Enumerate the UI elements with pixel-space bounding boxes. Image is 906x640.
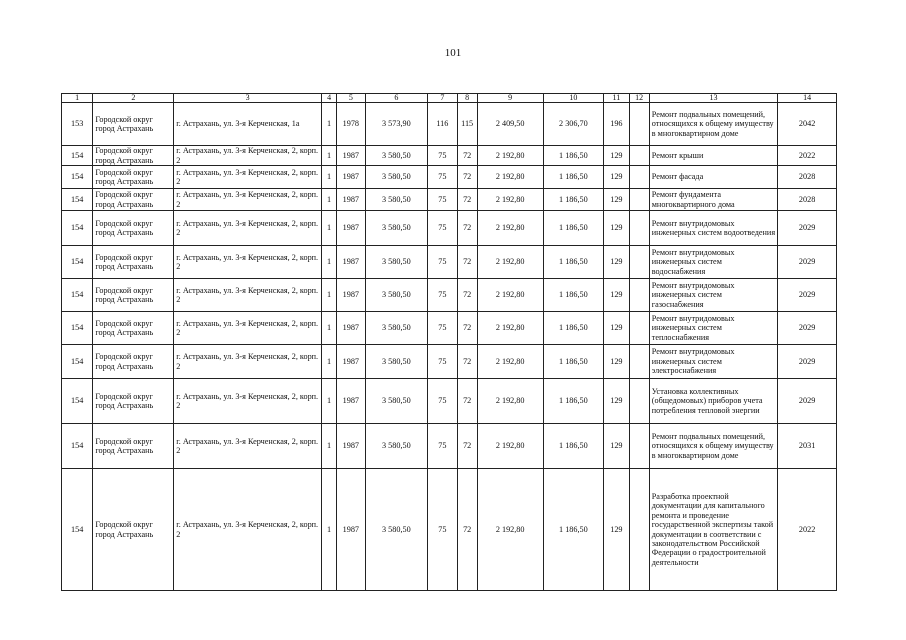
table-row <box>62 312 837 345</box>
col-4-value-cell: 1 <box>322 211 337 246</box>
planned-year-cell: 2029 <box>778 211 837 246</box>
row-number-cell: 154 <box>62 345 93 379</box>
work-type-cell: Ремонт подвальных помещений, относящихся к общему имуществу в многоквартирном доме <box>649 103 777 146</box>
col-11-value-cell: 129 <box>604 279 629 312</box>
col-12-value-cell <box>629 379 649 424</box>
col-4-value-cell: 1 <box>322 469 337 591</box>
column-header: 11 <box>604 94 629 103</box>
col-8-value-cell: 115 <box>457 103 477 146</box>
municipality-cell: Городской округ город Астрахань <box>93 166 174 189</box>
col-9-value-cell: 2 192,80 <box>477 424 543 469</box>
work-type-cell: Ремонт внутридомовых инженерных систем водоснабжения <box>649 246 777 279</box>
col-11-value-cell: 129 <box>604 146 629 166</box>
col-4-value-cell: 1 <box>322 345 337 379</box>
total-area-cell: 3 580,50 <box>365 211 428 246</box>
col-9-value-cell: 2 192,80 <box>477 246 543 279</box>
planned-year-cell: 2028 <box>778 166 837 189</box>
work-type-cell: Ремонт фасада <box>649 166 777 189</box>
total-area-cell: 3 580,50 <box>365 469 428 591</box>
col-4-value-cell: 1 <box>322 379 337 424</box>
municipality-cell: Городской округ город Астрахань <box>93 379 174 424</box>
col-4-value-cell: 1 <box>322 189 337 211</box>
planned-year-cell: 2022 <box>778 146 837 166</box>
row-number-cell: 154 <box>62 166 93 189</box>
total-area-cell: 3 580,50 <box>365 424 428 469</box>
planned-year-cell: 2022 <box>778 469 837 591</box>
table-row <box>62 211 837 246</box>
col-12-value-cell <box>629 279 649 312</box>
col-8-value-cell: 72 <box>457 312 477 345</box>
municipality-cell: Городской округ город Астрахань <box>93 469 174 591</box>
year-built-cell: 1987 <box>337 379 365 424</box>
work-type-cell: Ремонт внутридомовых инженерных систем газоснабжения <box>649 279 777 312</box>
column-header: 7 <box>428 94 457 103</box>
col-10-value-cell: 1 186,50 <box>543 211 604 246</box>
total-area-cell: 3 580,50 <box>365 166 428 189</box>
column-header: 5 <box>337 94 365 103</box>
column-header: 9 <box>477 94 543 103</box>
column-header: 8 <box>457 94 477 103</box>
year-built-cell: 1987 <box>337 469 365 591</box>
work-type-cell: Ремонт фундамента многоквартирного дома <box>649 189 777 211</box>
table-row <box>62 189 837 211</box>
planned-year-cell: 2029 <box>778 312 837 345</box>
work-type-cell: Ремонт крыши <box>649 146 777 166</box>
table-row <box>62 345 837 379</box>
col-4-value-cell: 1 <box>322 146 337 166</box>
col-8-value-cell: 72 <box>457 345 477 379</box>
address-cell: г. Астрахань, ул. 3-я Керченская, 2, корп. 2 <box>174 279 322 312</box>
col-4-value-cell: 1 <box>322 424 337 469</box>
address-cell: г. Астрахань, ул. 3-я Керченская, 2, корп. 2 <box>174 189 322 211</box>
table-row <box>62 379 837 424</box>
year-built-cell: 1987 <box>337 211 365 246</box>
col-7-value-cell: 116 <box>428 103 457 146</box>
table-row <box>62 146 837 166</box>
municipality-cell: Городской округ город Астрахань <box>93 246 174 279</box>
col-9-value-cell: 2 192,80 <box>477 211 543 246</box>
col-11-value-cell: 129 <box>604 469 629 591</box>
col-12-value-cell <box>629 103 649 146</box>
address-cell: г. Астрахань, ул. 3-я Керченская, 2, корп. 2 <box>174 211 322 246</box>
work-type-cell: Установка коллективных (общедомовых) приборов учета потребления тепловой энергии <box>649 379 777 424</box>
municipality-cell: Городской округ город Астрахань <box>93 312 174 345</box>
col-11-value-cell: 129 <box>604 211 629 246</box>
year-built-cell: 1987 <box>337 279 365 312</box>
col-9-value-cell: 2 192,80 <box>477 279 543 312</box>
row-number-cell: 154 <box>62 279 93 312</box>
year-built-cell: 1987 <box>337 189 365 211</box>
table-row <box>62 103 837 146</box>
col-11-value-cell: 129 <box>604 312 629 345</box>
col-7-value-cell: 75 <box>428 146 457 166</box>
municipality-cell: Городской округ город Астрахань <box>93 424 174 469</box>
col-8-value-cell: 72 <box>457 279 477 312</box>
col-10-value-cell: 1 186,50 <box>543 312 604 345</box>
col-11-value-cell: 129 <box>604 166 629 189</box>
column-header: 2 <box>93 94 174 103</box>
work-type-cell: Ремонт подвальных помещений, относящихся к общему имуществу в многоквартирном доме <box>649 424 777 469</box>
table-row <box>62 469 837 591</box>
year-built-cell: 1987 <box>337 166 365 189</box>
year-built-cell: 1978 <box>337 103 365 146</box>
column-header: 6 <box>365 94 428 103</box>
table-row <box>62 246 837 279</box>
col-10-value-cell: 1 186,50 <box>543 424 604 469</box>
col-11-value-cell: 129 <box>604 246 629 279</box>
col-12-value-cell <box>629 345 649 379</box>
col-12-value-cell <box>629 424 649 469</box>
col-4-value-cell: 1 <box>322 312 337 345</box>
col-10-value-cell: 1 186,50 <box>543 379 604 424</box>
col-7-value-cell: 75 <box>428 166 457 189</box>
address-cell: г. Астрахань, ул. 3-я Керченская, 2, корп. 2 <box>174 345 322 379</box>
work-type-cell: Ремонт внутридомовых инженерных систем электроснабжения <box>649 345 777 379</box>
col-10-value-cell: 1 186,50 <box>543 189 604 211</box>
col-10-value-cell: 1 186,50 <box>543 166 604 189</box>
col-12-value-cell <box>629 166 649 189</box>
column-header: 4 <box>322 94 337 103</box>
planned-year-cell: 2029 <box>778 345 837 379</box>
col-9-value-cell: 2 409,50 <box>477 103 543 146</box>
col-12-value-cell <box>629 146 649 166</box>
col-7-value-cell: 75 <box>428 379 457 424</box>
municipality-cell: Городской округ город Астрахань <box>93 279 174 312</box>
col-11-value-cell: 196 <box>604 103 629 146</box>
address-cell: г. Астрахань, ул. 3-я Керченская, 2, корп. 2 <box>174 166 322 189</box>
work-type-cell: Ремонт внутридомовых инженерных систем теплоснабжения <box>649 312 777 345</box>
total-area-cell: 3 580,50 <box>365 379 428 424</box>
table-row <box>62 279 837 312</box>
total-area-cell: 3 580,50 <box>365 246 428 279</box>
col-8-value-cell: 72 <box>457 189 477 211</box>
address-cell: г. Астрахань, ул. 3-я Керченская, 2, корп. 2 <box>174 469 322 591</box>
total-area-cell: 3 580,50 <box>365 345 428 379</box>
col-11-value-cell: 129 <box>604 379 629 424</box>
col-8-value-cell: 72 <box>457 211 477 246</box>
row-number-cell: 154 <box>62 211 93 246</box>
table-row <box>62 424 837 469</box>
municipality-cell: Городской округ город Астрахань <box>93 211 174 246</box>
planned-year-cell: 2028 <box>778 189 837 211</box>
column-header: 13 <box>649 94 777 103</box>
col-4-value-cell: 1 <box>322 103 337 146</box>
col-7-value-cell: 75 <box>428 345 457 379</box>
col-8-value-cell: 72 <box>457 146 477 166</box>
col-7-value-cell: 75 <box>428 211 457 246</box>
col-9-value-cell: 2 192,80 <box>477 166 543 189</box>
planned-year-cell: 2029 <box>778 246 837 279</box>
row-number-cell: 154 <box>62 424 93 469</box>
col-9-value-cell: 2 192,80 <box>477 146 543 166</box>
col-9-value-cell: 2 192,80 <box>477 469 543 591</box>
col-11-value-cell: 129 <box>604 345 629 379</box>
row-number-cell: 154 <box>62 189 93 211</box>
column-header: 12 <box>629 94 649 103</box>
address-cell: г. Астрахань, ул. 3-я Керченская, 1а <box>174 103 322 146</box>
col-12-value-cell <box>629 246 649 279</box>
col-11-value-cell: 129 <box>604 189 629 211</box>
col-7-value-cell: 75 <box>428 279 457 312</box>
municipality-cell: Городской округ город Астрахань <box>93 345 174 379</box>
col-8-value-cell: 72 <box>457 469 477 591</box>
col-4-value-cell: 1 <box>322 166 337 189</box>
column-header: 14 <box>778 94 837 103</box>
column-header: 3 <box>174 94 322 103</box>
municipality-cell: Городской округ город Астрахань <box>93 146 174 166</box>
address-cell: г. Астрахань, ул. 3-я Керченская, 2, корп. 2 <box>174 146 322 166</box>
year-built-cell: 1987 <box>337 246 365 279</box>
work-type-cell: Разработка проектной документации для капитального ремонта и проведение государственной экспертизы такой документации в соответствии с законодательством Российской Федерации о градостроительной деятельности <box>649 469 777 591</box>
address-cell: г. Астрахань, ул. 3-я Керченская, 2, корп. 2 <box>174 312 322 345</box>
total-area-cell: 3 580,50 <box>365 146 428 166</box>
col-8-value-cell: 72 <box>457 246 477 279</box>
planned-year-cell: 2029 <box>778 279 837 312</box>
column-number-row <box>62 94 837 103</box>
col-7-value-cell: 75 <box>428 312 457 345</box>
table-row <box>62 166 837 189</box>
row-number-cell: 154 <box>62 146 93 166</box>
table-body <box>62 94 837 591</box>
year-built-cell: 1987 <box>337 345 365 379</box>
col-10-value-cell: 2 306,70 <box>543 103 604 146</box>
col-10-value-cell: 1 186,50 <box>543 279 604 312</box>
col-10-value-cell: 1 186,50 <box>543 146 604 166</box>
col-10-value-cell: 1 186,50 <box>543 345 604 379</box>
row-number-cell: 154 <box>62 379 93 424</box>
total-area-cell: 3 580,50 <box>365 279 428 312</box>
col-12-value-cell <box>629 312 649 345</box>
capital-repair-table <box>61 93 837 591</box>
column-header: 10 <box>543 94 604 103</box>
address-cell: г. Астрахань, ул. 3-я Керченская, 2, корп. 2 <box>174 246 322 279</box>
row-number-cell: 154 <box>62 246 93 279</box>
col-9-value-cell: 2 192,80 <box>477 312 543 345</box>
row-number-cell: 154 <box>62 469 93 591</box>
col-4-value-cell: 1 <box>322 246 337 279</box>
municipality-cell: Городской округ город Астрахань <box>93 189 174 211</box>
total-area-cell: 3 580,50 <box>365 312 428 345</box>
year-built-cell: 1987 <box>337 424 365 469</box>
col-8-value-cell: 72 <box>457 424 477 469</box>
work-type-cell: Ремонт внутридомовых инженерных систем водоотведения <box>649 211 777 246</box>
col-8-value-cell: 72 <box>457 166 477 189</box>
col-9-value-cell: 2 192,80 <box>477 189 543 211</box>
col-7-value-cell: 75 <box>428 469 457 591</box>
col-9-value-cell: 2 192,80 <box>477 379 543 424</box>
address-cell: г. Астрахань, ул. 3-я Керченская, 2, корп. 2 <box>174 379 322 424</box>
municipality-cell: Городской округ город Астрахань <box>93 103 174 146</box>
row-number-cell: 154 <box>62 312 93 345</box>
col-10-value-cell: 1 186,50 <box>543 246 604 279</box>
address-cell: г. Астрахань, ул. 3-я Керченская, 2, корп. 2 <box>174 424 322 469</box>
total-area-cell: 3 573,90 <box>365 103 428 146</box>
row-number-cell: 153 <box>62 103 93 146</box>
year-built-cell: 1987 <box>337 312 365 345</box>
col-7-value-cell: 75 <box>428 189 457 211</box>
year-built-cell: 1987 <box>337 146 365 166</box>
col-12-value-cell <box>629 189 649 211</box>
col-12-value-cell <box>629 211 649 246</box>
total-area-cell: 3 580,50 <box>365 189 428 211</box>
page-number: 101 <box>444 47 462 59</box>
col-11-value-cell: 129 <box>604 424 629 469</box>
col-7-value-cell: 75 <box>428 246 457 279</box>
col-9-value-cell: 2 192,80 <box>477 345 543 379</box>
col-10-value-cell: 1 186,50 <box>543 469 604 591</box>
planned-year-cell: 2042 <box>778 103 837 146</box>
col-4-value-cell: 1 <box>322 279 337 312</box>
col-12-value-cell <box>629 469 649 591</box>
planned-year-cell: 2029 <box>778 379 837 424</box>
col-7-value-cell: 75 <box>428 424 457 469</box>
column-header: 1 <box>62 94 93 103</box>
col-8-value-cell: 72 <box>457 379 477 424</box>
planned-year-cell: 2031 <box>778 424 837 469</box>
